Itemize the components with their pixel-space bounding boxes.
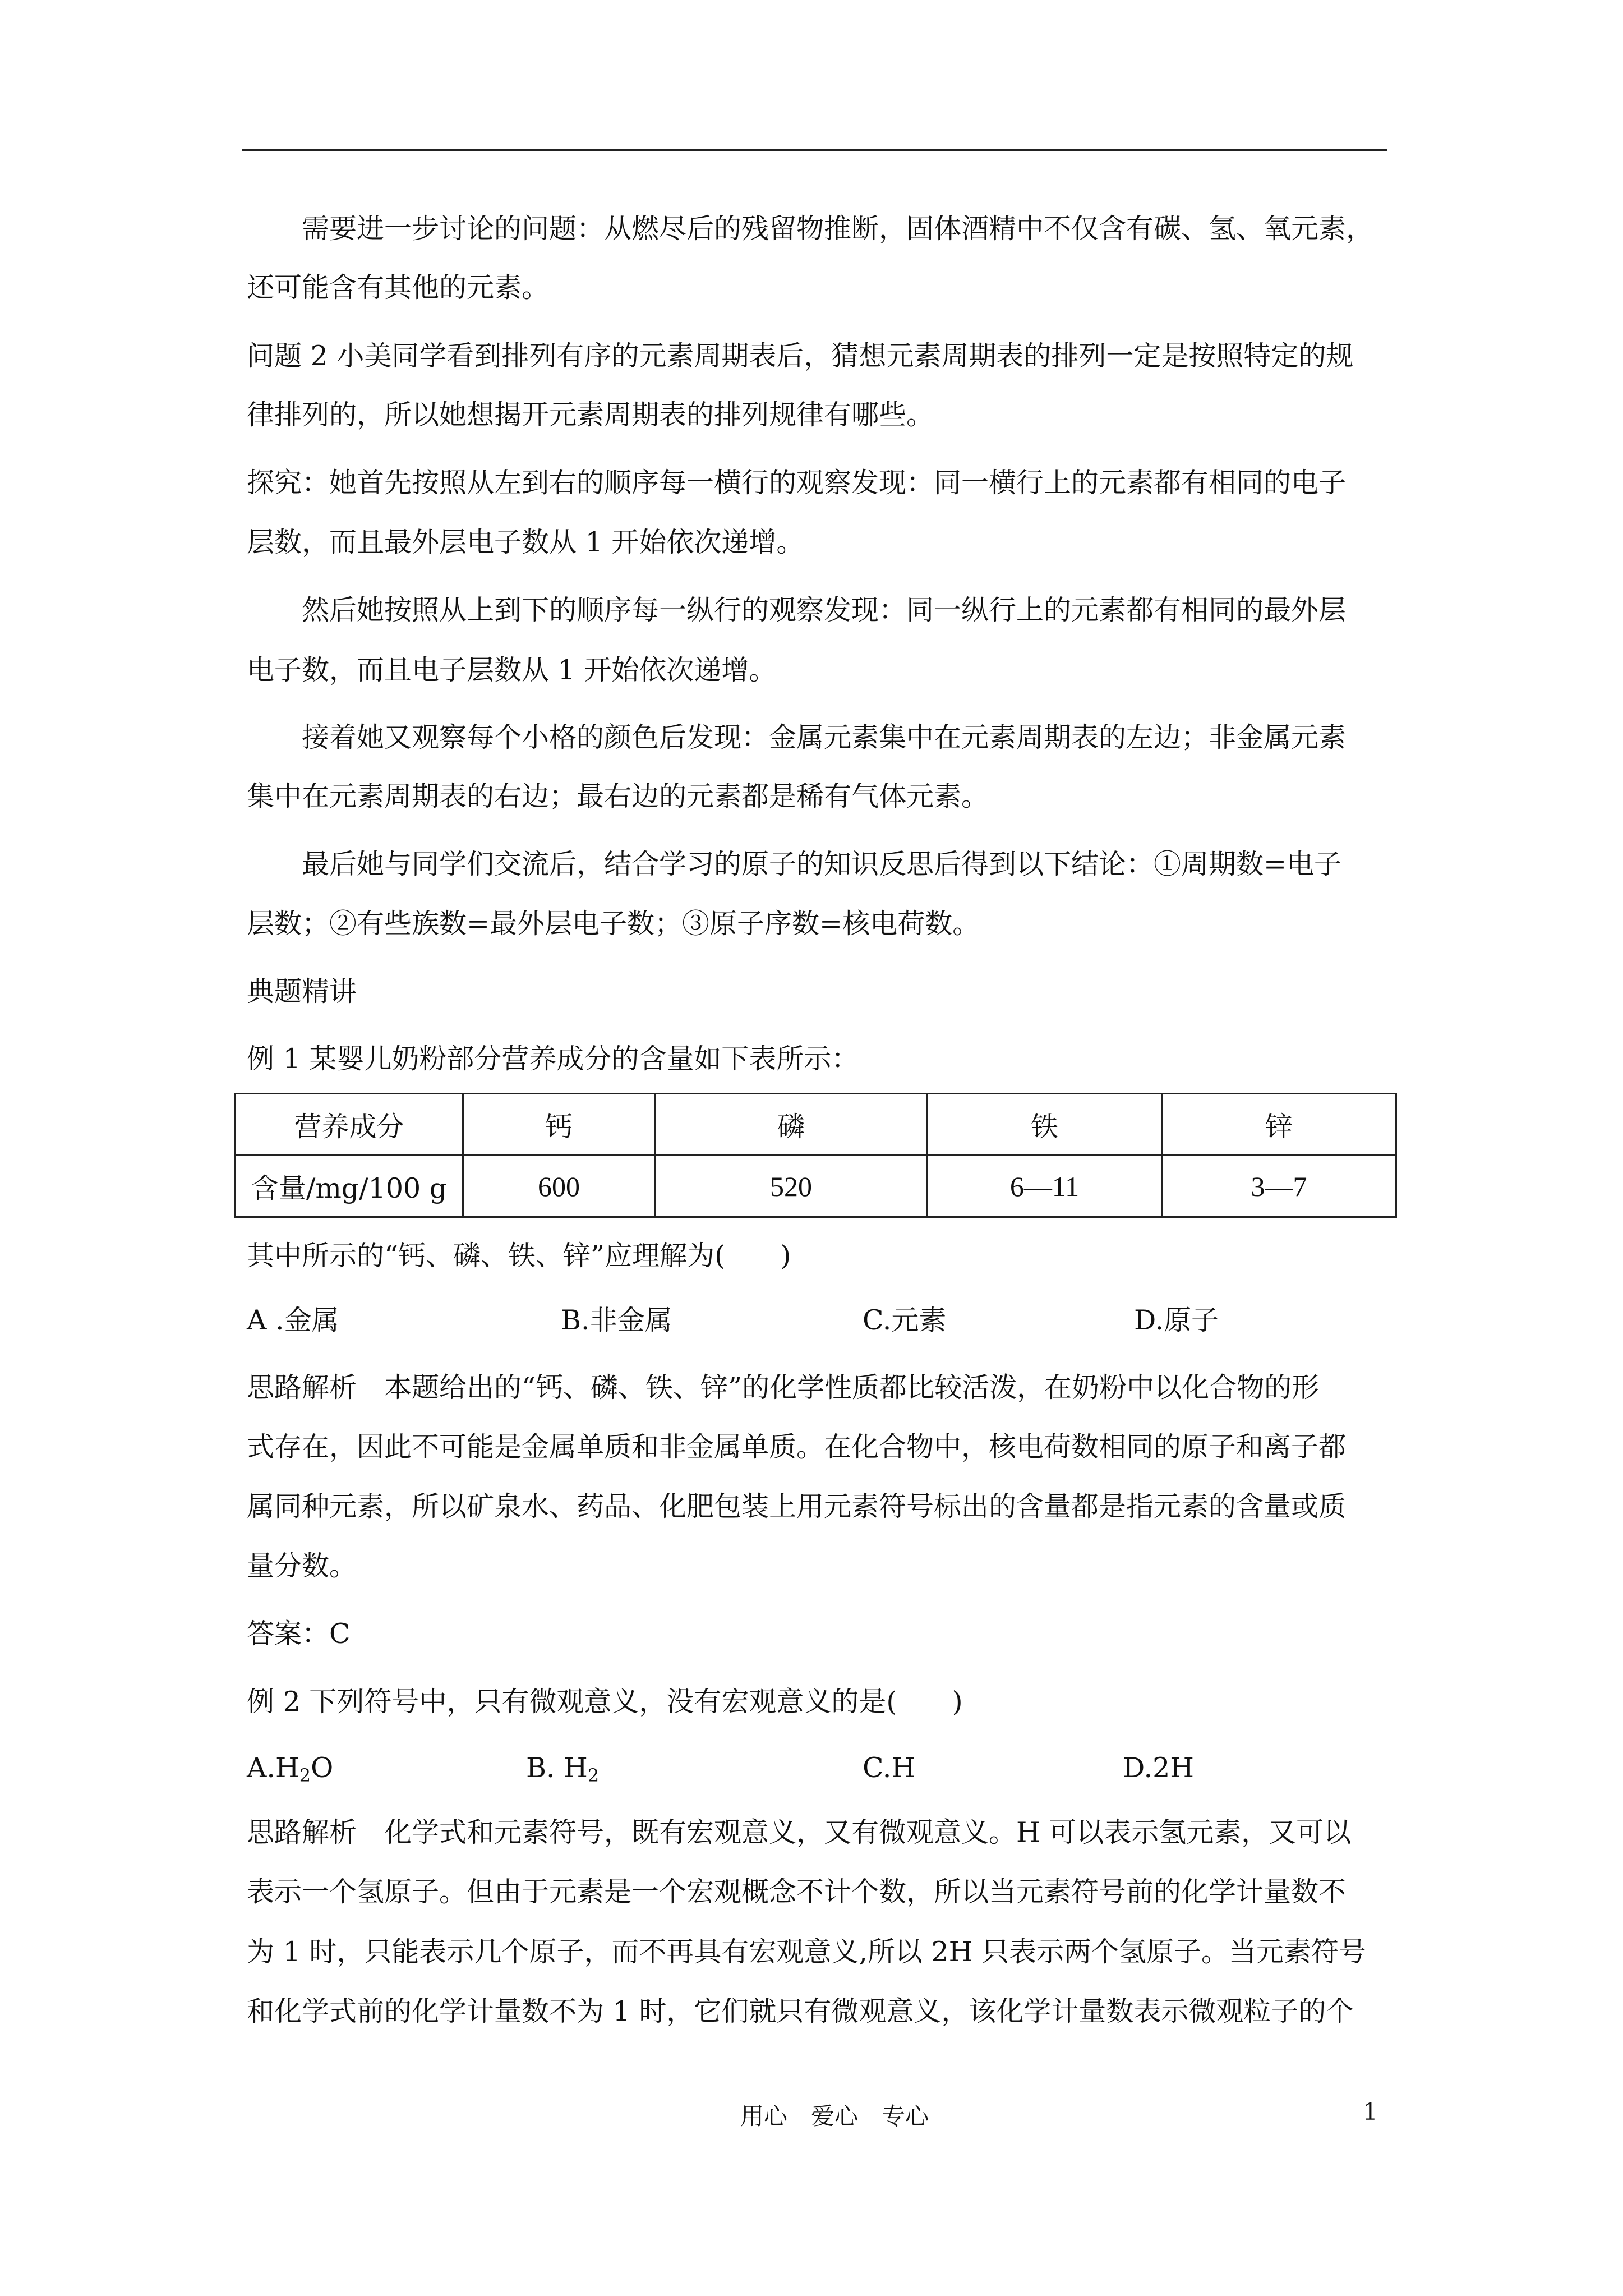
option-b bbox=[526, 1749, 599, 1788]
option-a bbox=[247, 1749, 333, 1788]
option-c: C.元素 bbox=[863, 1304, 947, 1336]
table-row bbox=[236, 1156, 1396, 1217]
solution-line: 表示一个氢原子。但由于元素是一个宏观概念不计个数，所以当元素符号前的化学计量数不 bbox=[247, 1876, 1347, 1908]
option-a-text: O bbox=[311, 1752, 334, 1784]
paragraph-line: 律排列的，所以她想揭开元素周期表的排列规律有哪些。 bbox=[247, 399, 934, 431]
paragraph-line: 然后她按照从上到下的顺序每一纵行的观察发现：同一纵行上的元素都有相同的最外层 bbox=[302, 594, 1347, 626]
solution-line: 思路解析 化学式和元素符号，既有宏观意义，又有微观意义。H 可以表示氢元素，又可以 bbox=[247, 1816, 1352, 1848]
table-cell: 6—11 bbox=[928, 1156, 1162, 1217]
table-cell: 3—7 bbox=[1162, 1156, 1396, 1217]
solution-line: 为 1 时，只能表示几个原子，而不再具有宏观意义,所以 2H 只表示两个氢原子。当元素符号 bbox=[247, 1936, 1366, 1968]
option-a-text: A.H bbox=[247, 1752, 299, 1784]
table-cell: 磷 bbox=[655, 1094, 928, 1156]
solution-line: 量分数。 bbox=[247, 1550, 357, 1582]
table-cell: 钙 bbox=[463, 1094, 655, 1156]
question-stem: 例 2 下列符号中，只有微观意义，没有宏观意义的是( ) bbox=[247, 1686, 963, 1718]
option-c: C.H bbox=[863, 1752, 916, 1784]
section-heading: 典题精讲 bbox=[247, 976, 357, 1007]
option-d: D.原子 bbox=[1134, 1304, 1219, 1336]
solution-line: 属同种元素，所以矿泉水、药品、化肥包装上用元素符号标出的含量都是指元素的含量或质 bbox=[247, 1490, 1347, 1522]
subscript: 2 bbox=[299, 1765, 311, 1786]
paragraph-line: 层数；②有些族数=最外层电子数；③原子序数=核电荷数。 bbox=[247, 908, 980, 940]
table-cell: 锌 bbox=[1162, 1094, 1396, 1156]
subscript: 2 bbox=[587, 1765, 600, 1786]
paragraph-line: 接着她又观察每个小格的颜色后发现：金属元素集中在元素周期表的左边；非金属元素 bbox=[302, 721, 1347, 753]
page-number: 1 bbox=[1363, 2098, 1378, 2125]
paragraph-line: 层数，而且最外层电子数从 1 开始依次递增。 bbox=[247, 526, 804, 558]
paragraph-line: 集中在元素周期表的右边；最右边的元素都是稀有气体元素。 bbox=[247, 780, 989, 812]
paragraph-line: 探究：她首先按照从左到右的顺序每一横行的观察发现：同一横行上的元素都有相同的电子 bbox=[247, 467, 1347, 499]
solution-line: 思路解析 本题给出的“钙、磷、铁、锌”的化学性质都比较活泼，在奶粉中以化合物的形 bbox=[247, 1372, 1320, 1404]
table-cell: 含量/mg/100 g bbox=[236, 1156, 463, 1217]
option-d: D.2H bbox=[1123, 1752, 1195, 1784]
table-cell: 520 bbox=[655, 1156, 928, 1217]
paragraph-line: 还可能含有其他的元素。 bbox=[247, 272, 550, 303]
table-cell: 铁 bbox=[928, 1094, 1162, 1156]
option-a: A .金属 bbox=[247, 1304, 339, 1336]
solution-line: 和化学式前的化学计量数不为 1 时，它们就只有微观意义，该化学计量数表示微观粒子的个 bbox=[247, 1995, 1354, 2027]
answer-line: 答案：C bbox=[247, 1618, 351, 1650]
table-header-row bbox=[236, 1094, 1396, 1156]
nutrition-table bbox=[234, 1093, 1397, 1218]
table-cell: 营养成分 bbox=[236, 1094, 463, 1156]
option-b: B.非金属 bbox=[561, 1304, 672, 1336]
question-stem: 例 1 某婴儿奶粉部分营养成分的含量如下表所示： bbox=[247, 1043, 859, 1075]
solution-line: 式存在，因此不可能是金属单质和非金属单质。在化合物中，核电荷数相同的原子和离子都 bbox=[247, 1431, 1347, 1463]
header-rule bbox=[242, 149, 1387, 151]
question-stem: 其中所示的“钙、磷、铁、锌”应理解为( ) bbox=[247, 1240, 791, 1272]
paragraph-line: 最后她与同学们交流后，结合学习的原子的知识反思后得到以下结论：①周期数=电子 bbox=[302, 848, 1342, 880]
paragraph-line: 问题 2 小美同学看到排列有序的元素周期表后，猜想元素周期表的排列一定是按照特定的规 bbox=[247, 340, 1354, 372]
table-cell: 600 bbox=[463, 1156, 655, 1217]
paragraph-line: 需要进一步讨论的问题：从燃尽后的残留物推断，固体酒精中不仅含有碳、氢、氧元素， bbox=[302, 213, 1374, 245]
paragraph-line: 电子数，而且电子层数从 1 开始依次递增。 bbox=[247, 654, 777, 686]
footer-motto: 用心 爱心 专心 bbox=[740, 2102, 929, 2130]
option-b-text: B. H bbox=[526, 1752, 588, 1784]
